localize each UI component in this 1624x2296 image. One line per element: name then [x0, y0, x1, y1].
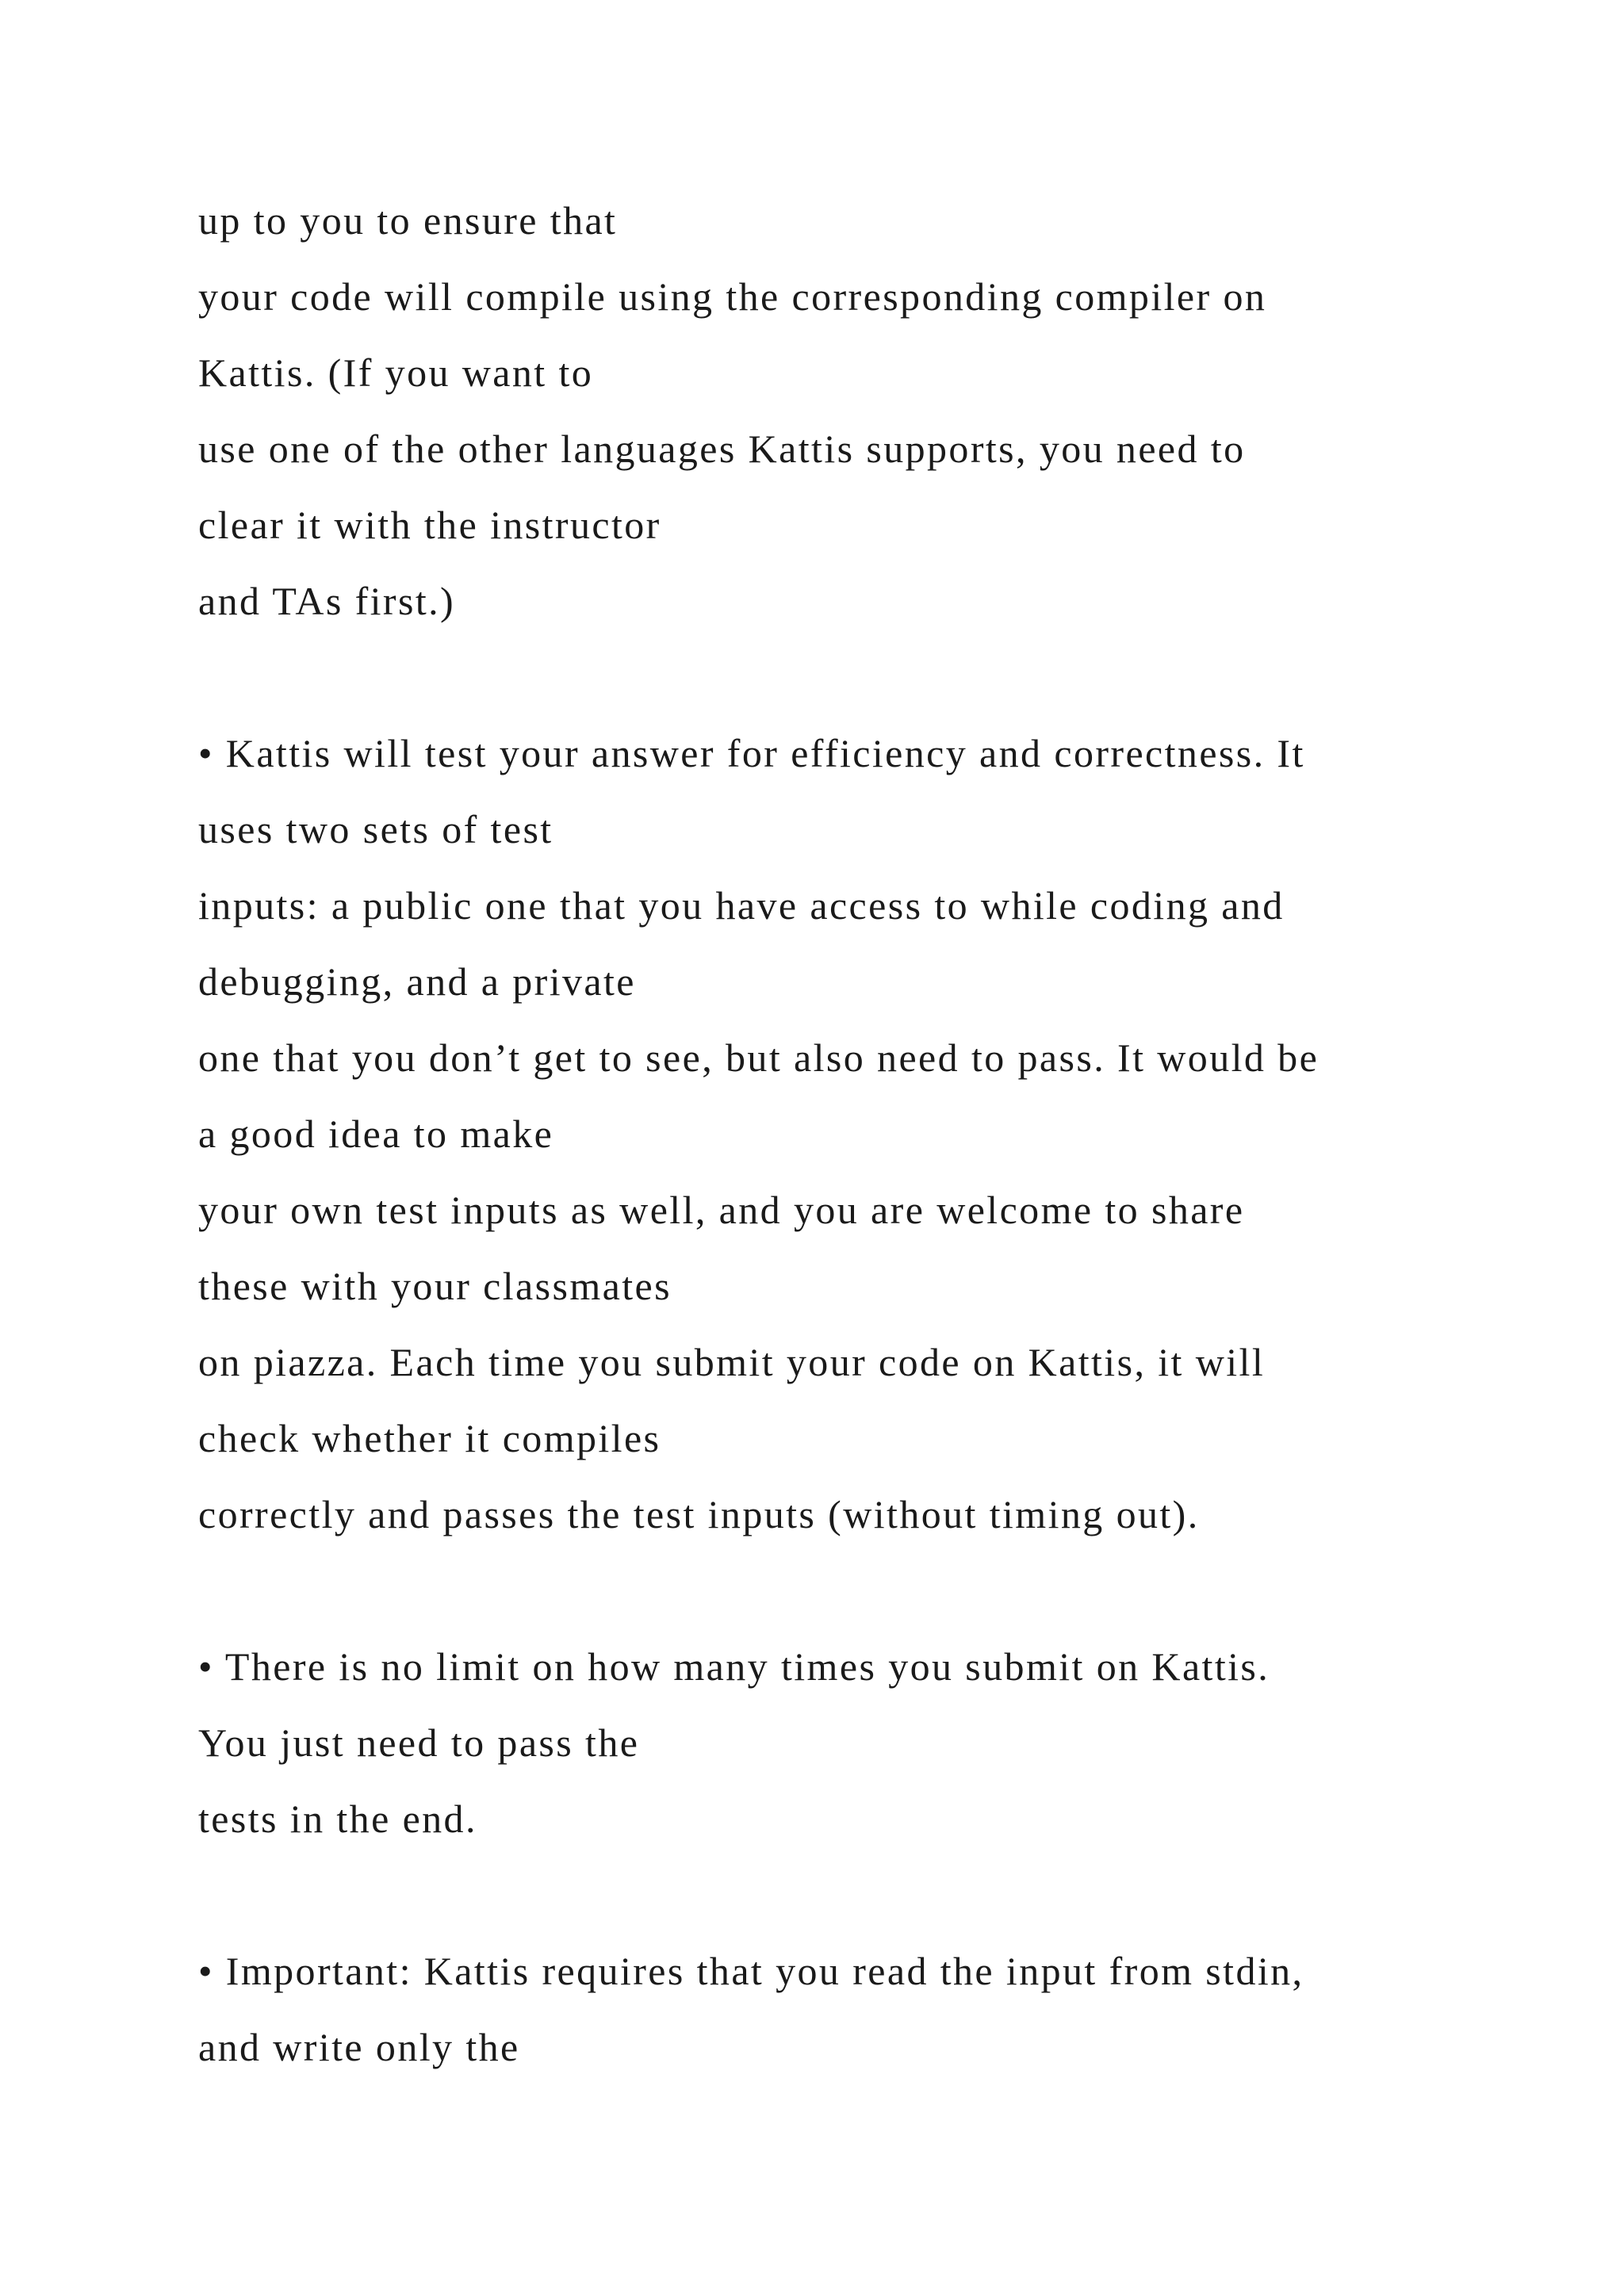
paragraph	[198, 1933, 1546, 2085]
paragraph	[198, 715, 1546, 1552]
paragraph	[198, 1628, 1546, 1857]
text-line: • Kattis will test your answer for efficiency and correctness. It	[198, 731, 1305, 775]
paragraph-gap	[198, 1857, 1546, 1933]
text-line: clear it with the instructor	[198, 503, 661, 547]
text-line: • Important: Kattis requires that you read the input from stdin,	[198, 1949, 1304, 1993]
document-text	[198, 182, 1546, 2085]
text-line: You just need to pass the	[198, 1720, 640, 1765]
text-line: debugging, and a private	[198, 959, 636, 1004]
text-line: check whether it compiles	[198, 1416, 661, 1460]
paragraph-gap	[198, 1552, 1546, 1628]
text-line: these with your classmates	[198, 1264, 672, 1308]
text-line: one that you don’t get to see, but also need to pass. It would be	[198, 1035, 1320, 1080]
text-line: tests in the end.	[198, 1797, 477, 1841]
paragraph	[198, 182, 1546, 639]
text-line: and TAs first.)	[198, 579, 456, 623]
text-line: up to you to ensure that	[198, 198, 618, 243]
text-line: • There is no limit on how many times you submit on Kattis.	[198, 1644, 1270, 1689]
text-line: your own test inputs as well, and you are welcome to share	[198, 1188, 1245, 1232]
text-line: uses two sets of test	[198, 807, 553, 851]
text-line: on piazza. Each time you submit your code on Kattis, it will	[198, 1340, 1266, 1384]
text-line: inputs: a public one that you have access to while coding and	[198, 883, 1285, 928]
text-line: correctly and passes the test inputs (without timing out).	[198, 1492, 1200, 1536]
text-line: use one of the other languages Kattis supports, you need to	[198, 427, 1246, 471]
paragraph-gap	[198, 639, 1546, 715]
text-line: your code will compile using the corresponding compiler on	[198, 274, 1267, 319]
text-line: Kattis. (If you want to	[198, 350, 594, 395]
text-line: and write only the	[198, 2025, 520, 2069]
text-line: a good idea to make	[198, 1112, 554, 1156]
